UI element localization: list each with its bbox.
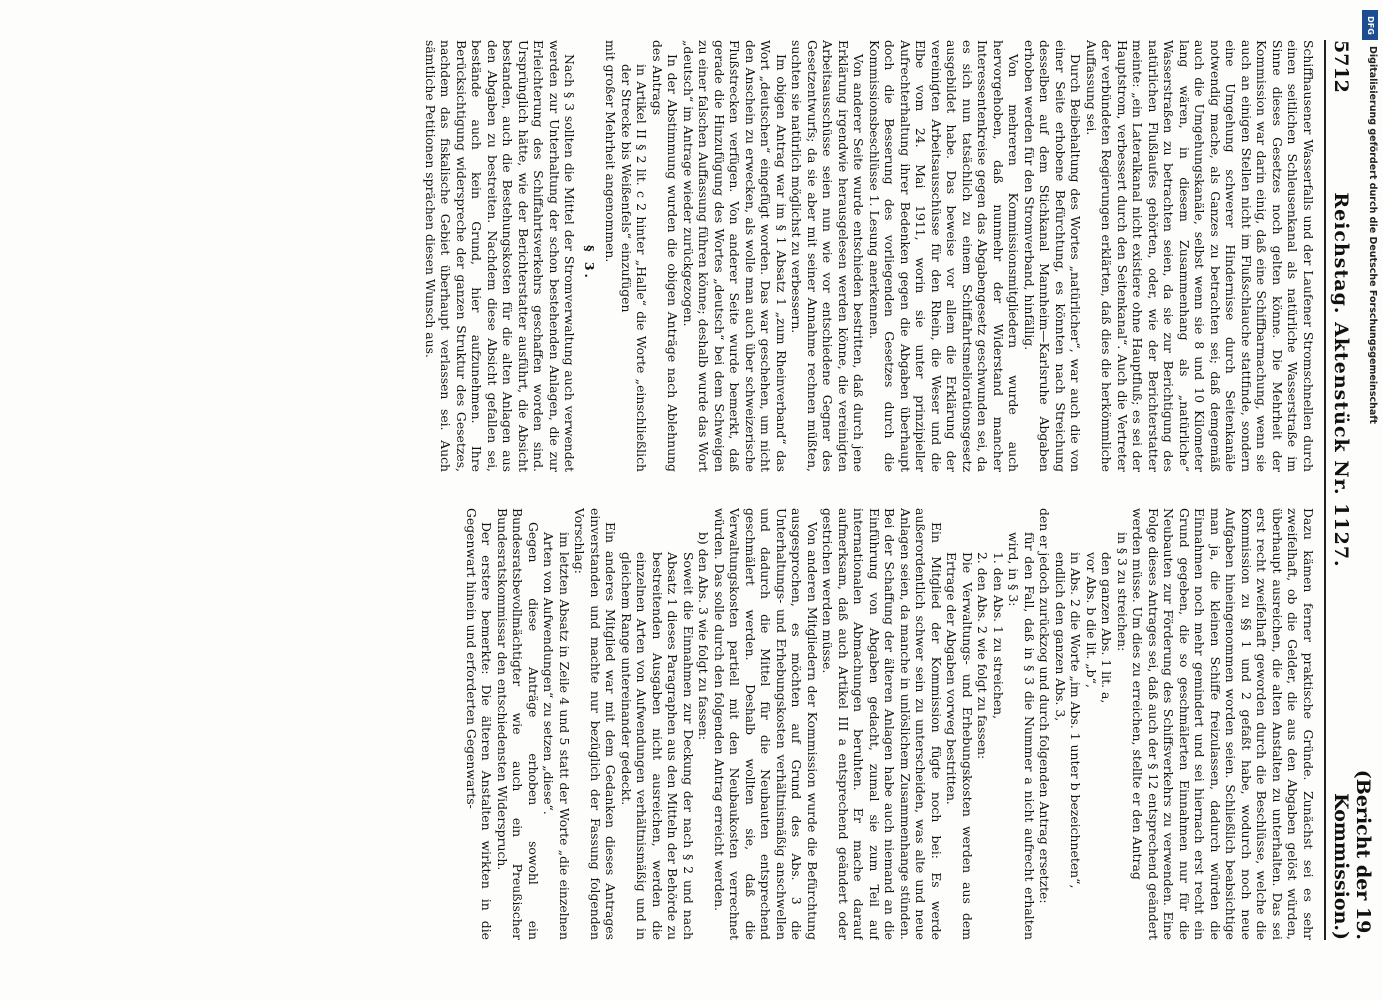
paragraph: Von anderer Seite wurde entschieden bestritten, daß durch jene Erklärung irgendwie herausgelesen werden könne, die vereinigten Arbeitsausschüsse seien nun wie vor entschiedene Gegner des Gesetzentwurfs; da sie aber mit seiner Annahme rechnen müßten, suchten sie natürlich möglichst zu verbessern. <box>789 40 867 472</box>
page-title: Reichstag. Aktenstück Nr. 1127. <box>1330 192 1352 568</box>
paragraph: endlich den ganzen Abs. 3, <box>1053 552 1068 722</box>
paragraph: Im obigen Antrag war im § 1 Absatz 1 „zum Rheinverband“ das Wort „deutschen“ eingefügt worden. Das war geschehen, um nicht den Anschein zu erwecken, als wolle man auch über schweizerische Flußstrecken verfügen. Von anderer Seite wurde bemerkt, daß gerade die Hinzufügung des Wortes „deutsch“ bei dem Schweigen zu einer falschen Auffassung führen könne; deshalb wurde das Wort „deutsch“ im Antrage wieder zurückgezogen. <box>681 40 789 472</box>
dfg-logo: DFG <box>1362 10 1378 40</box>
paragraph: im letzten Absatz in Zeile 4 und 5 statt der Worte „die einzelnen Arten von Aufwendungen“ zu setzen „diese“. <box>541 532 572 940</box>
paragraph: Von anderen Mitgliedern der Kommission wurde die Befürchtung ausgesprochen, es möchten auf Grund des Abs. 3 die Unterhaltungs- und Erhebungskosten verhältnismäßig anschwellen und dadurch die Mittel für die Neubauten entsprechend geschmälert werden. Deshalb wollten sie, daß die Verwaltungskosten partiell mit den Neubaukosten verrechnet würden. Das solle durch den folgenden Antrag erreicht werden. <box>712 508 820 940</box>
paragraph: den ganzen Abs. 1 lit. a, <box>1099 552 1115 704</box>
paragraph: mit großer Mehrheit angenommen. <box>603 40 619 263</box>
paragraph: Die Verwaltungs- und Erhebungskosten werden aus dem Ertrage der Abgaben vorweg bestritten. <box>944 552 975 940</box>
paragraph: in Artikel II § 2 lit. c 2 hinter „Halle“ die Worte „einschließlich der Strecke bis Weißenfels“ einzufügen <box>619 64 650 472</box>
paragraph: Von mehreren Kommissionsmitgliedern wurde auch hervorgehoben, daß nunmehr der Widerstand mancher Interessentenkreise gegen das Abgabengesetz geschwunden sei, da es sich nun tatsächlich zu einem Schiffahrtsmeliorationsgesetz ausgebildet habe. Das beweise vor allem die Erklärung der vereinigten Arbeitsausschüsse für den Rhein, die Weser und die Elbe vom 24. Mai 1911, worin sie unter prinzipieller Aufrechterhaltung ihrer Bedenken gegen die Abgaben überhaupt doch die Besserung des vorliegenden Gesetzes durch die Kommissionsbeschlüsse 1. Lesung anerkennen. <box>867 40 1022 472</box>
paragraph: 2. den Abs. 2 wie folgt zu fassen: <box>975 552 991 760</box>
paragraph: Ein anderes Mitglied war mit dem Gedanken dieses Antrages einverstanden und machte nur bezüglich der Fassung folgenden Vorschlag: <box>572 508 619 940</box>
paragraph: b) den Abs. 3 wie folgt zu fassen: <box>696 532 712 741</box>
paragraph: Soweit die Einnahmen zur Deckung der nach § 2 und nach Absatz 1 dieses Paragraphen aus den Mitteln der Behörde zu bestreitenden Ausgaben nicht ausreichen, werden die einzelnen Arten von Aufwendungen verhältnismäßig und in gleichem Range untereinander gedeckt. <box>619 552 696 940</box>
paragraph: Schiffhausener Wasserfalls und der Laufener Stromschnellen durch einen seitlichen Schleusenkanal als natürliche Wasserstraße im Sinne dieses Gesetzes noch gelten könne. Die Mehrheit der Kommission war darin einig, daß eine Schiffbarmachung, wenn sie auch an einigen Stellen nicht im Flußschlauche stattfinde, sondern eine Umgehung schwerer Hindernisse durch Seitenkanäle notwendig mache, als Ganzes zu betrachten sei; daß demgemäß auch die Umgehungskanäle, selbst wenn sie 8 und 10 Kilometer lang wären, in diesem Zusammenhang als „natürliche“ Wasserstraßen zu betrachten seien, da sie zur Berichtigung des natürlichen Flußlaufes gehörten, oder, wie der Berichterstatter meinte: „ein Lateralkanal nicht existiere ohne Hauptfluß; es sei der Hauptstrom, verbessert durch den Seitenkanal“. Auch die Vertreter der verbündeten Regierungen erklärten, daß dies die herkömmliche Auffassung sei. <box>1084 40 1316 472</box>
paragraph: Durch Beibehaltung des Wortes „natürlicher“, war auch die von einer Seite erhobene Befürchtung, es könnten nach Streichung desselben auf dem Stichkanal Mannheim—Karlsruhe Abgaben erhoben werden für den Stromverband, hinfällig. <box>1022 40 1084 472</box>
paragraph: für den Fall, daß in § 3 die Nummer a nicht aufrecht erhalten wird, in § 3: <box>1006 532 1037 940</box>
right-column <box>60 508 1316 940</box>
page-subtitle: (Bericht der 19. Kommission.) <box>1330 769 1374 940</box>
paragraph: Der erstere bemerkte: Die älteren Anstalten wirkten in die Gegenwart hinein und erforderten Gegenwarts- <box>464 508 495 940</box>
paragraph: Nach § 3 sollten die Mittel der Stromverwaltung auch verwendet werden zur Unterhaltung der schon bestehenden Anlagen, die zur Erleichterung des Schiffahrtsverkehrs geschaffen worden sind. Ursprünglich hätte, wie der Berichterstatter ausführt, die Absicht bestanden, auch die Bestehungskosten für die alten Anlagen aus den Abgaben zu bestreiten. Nachdem diese Absicht gefallen sei, bestände auch kein Grund, hier aufzunehmen. Ihre Berücksichtigung widerspreche der ganzen Struktur des Gesetzes, nachdem das fiskalische Gebiet überhaupt verlassen sei. Auch sämtliche Petitionen sprächen diesen Wunsch aus. <box>423 40 578 472</box>
paragraph: Dazu kämen ferner praktische Gründe. Zunächst sei es sehr zweifelhaft, ob die Gelder, die aus den Abgaben gelöst würden, überhaupt ausreichen, die alten Anstalten zu unterhalten. Das sei erst recht zweifelhaft geworden durch die Beschlüsse, welche die Kommission zu §§ 1 und 2 gefaßt habe, wodurch noch neue Aufgaben hineingenommen worden seien. Schließlich beabsichtige man ja, die kleinen Schiffe freizulassen, dadurch würden die Einnahmen noch mehr gemindert und sei hiernach erst recht ein Grund gegeben, die so geschmälerten Einnahmen nur für die Neubauten zur Förderung des Schiffsverkehrs zu verwenden. Eine Folge dieses Antrages sei, daß auch der § 12 entsprechend geändert werden müsse. Um dies zu erreichen, stellte er den Antrag <box>1130 508 1316 940</box>
paragraph: in Abs. 2 die Worte „im Abs. 1 unter b bezeichneten“, <box>1068 552 1084 889</box>
paragraph: In der Abstimmung wurden die obigen Anträge nach Ablehnung des Antrags <box>650 40 681 472</box>
paragraph: 1. den Abs. 1 zu streichen, <box>991 552 1006 720</box>
section-heading: § 3. <box>582 245 597 281</box>
digitization-sidebar <box>1362 10 1378 424</box>
paragraph: den er jedoch zurückzog und durch folgenden Antrag ersetzte: <box>1037 508 1053 904</box>
left-column <box>60 40 1316 472</box>
paragraph: vor Abs. b die lit. „b“, <box>1084 552 1099 688</box>
digitization-credit: Digitalisierung gefördert durch die Deutsche Forschungsgemeinschaft <box>1367 46 1378 424</box>
paragraph: Gegen diese Anträge erhoben sowohl ein Bundesratsbevollmächtigter wie auch ein Preußischer Bundesratskommissar den entschiedensten Widerspruch. <box>495 508 541 940</box>
page-number: 5712 <box>1330 40 1352 93</box>
paragraph: in § 3 zu streichen: <box>1115 532 1130 652</box>
paragraph: Ein Mitglied der Kommission fügte noch bei: Es werde außerordentlich schwer sein zu unterscheiden, was alte und neue Anlagen seien, da manche in unlöslichem Zusammenhange stünden. Bei der Schaffung der älteren Anlagen habe auch niemand an die Einführung von Abgaben gedacht, zumal sie zum Teil auf internationalen Abmachungen beruhten. Er mache darauf aufmerksam, daß auch Artikel III a entsprechend geändert oder gestrichen werden müsse. <box>820 508 944 940</box>
